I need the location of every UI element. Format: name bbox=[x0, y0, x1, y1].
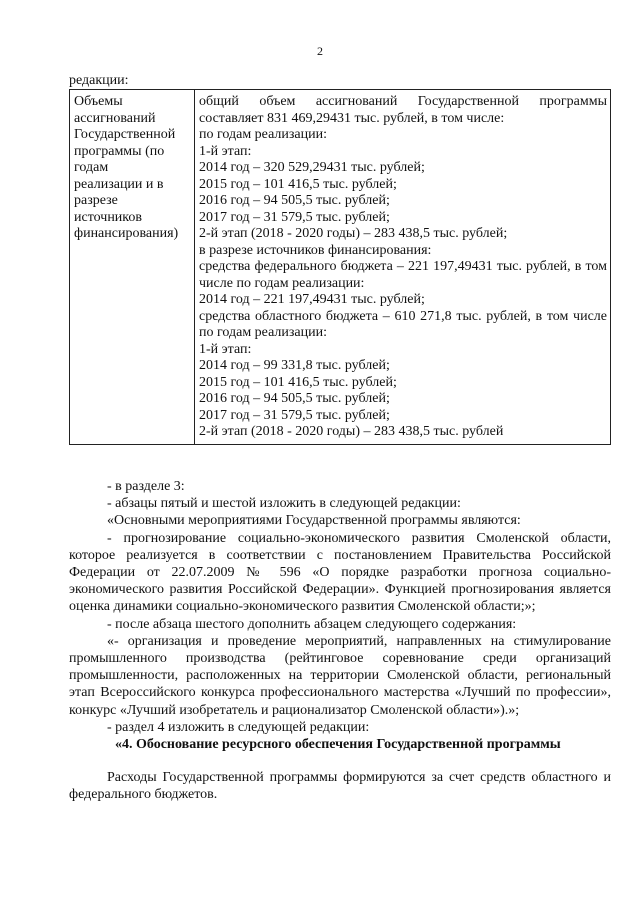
table-value-cell bbox=[195, 90, 611, 445]
paragraph: - в разделе 3: bbox=[107, 479, 185, 494]
value-line: общий объем ассигнований Государственной программы составляет 831 469,29431 тыс. рублей, в том числе: bbox=[199, 94, 607, 126]
label-line: Государственной bbox=[74, 127, 176, 142]
funding-table bbox=[69, 89, 611, 445]
value-line: 2014 год – 221 197,49431 тыс. рублей; bbox=[199, 292, 425, 307]
value-line: 2014 год – 99 331,8 тыс. рублей; bbox=[199, 358, 390, 373]
paragraph: «- организация и проведение мероприятий, направленных на стимулирование промышленного производства (рейтинговое соревнование среди организаций промышленности, расположенных на территории Смоленской области, региональный этап Всероссийского конкурса профессионального мастерства «Лучший по профессии», конкурс «Лучший изобретатель и рационализатор Смоленской области»).»; bbox=[69, 633, 611, 718]
label-line: источников bbox=[74, 209, 143, 225]
value-line: 1-й этап: bbox=[199, 143, 252, 159]
label-line: программы (по bbox=[74, 143, 165, 159]
value-line: 2014 год – 320 529,29431 тыс. рублей; bbox=[199, 160, 425, 175]
paragraph: - прогнозирование социально-экономического развития Смоленской области, которое реализуется в соответствии с постановлением Правительства Российской Федерации от 22.07.2009 № 596 «О порядке разработки прогноза социально-экономического развития Российской Федерации». Функцией прогнозирования является оценка динамики социально-экономического развития Смоленской области;»; bbox=[69, 530, 611, 615]
value-line: 2016 год – 94 505,5 тыс. рублей; bbox=[199, 193, 390, 208]
body-text bbox=[69, 478, 611, 804]
label-line: ассигнований bbox=[74, 110, 156, 126]
section-heading: «4. Обоснование ресурсного обеспечения Государственной программы bbox=[115, 737, 561, 753]
value-line: средства федерального бюджета – 221 197,49431 тыс. рублей, в том числе по годам реализации: bbox=[199, 259, 607, 291]
paragraph: - после абзаца шестого дополнить абзацем следующего содержания: bbox=[107, 616, 517, 632]
table-row bbox=[70, 90, 611, 445]
lead-in-text: редакции: bbox=[69, 73, 129, 88]
closing-paragraph: Расходы Государственной программы формируются за счет средств областного и федерального бюджетов. bbox=[69, 770, 611, 803]
paragraph: - раздел 4 изложить в следующей редакции: bbox=[107, 719, 370, 735]
label-line: разрезе bbox=[74, 193, 118, 208]
page-number: 2 bbox=[317, 44, 323, 58]
paragraph: - абзацы пятый и шестой изложить в следующей редакции: bbox=[107, 496, 461, 512]
table-label-cell bbox=[70, 90, 195, 445]
value-line: 2-й этап (2018 - 2020 годы) – 283 438,5 тыс. рублей; bbox=[199, 226, 508, 241]
value-line: 2017 год – 31 579,5 тыс. рублей; bbox=[199, 209, 390, 225]
value-line: 2016 год – 94 505,5 тыс. рублей; bbox=[199, 391, 390, 406]
value-line: в разрезе источников финансирования: bbox=[199, 242, 432, 258]
value-line: 2015 год – 101 416,5 тыс. рублей; bbox=[199, 374, 397, 390]
value-line: средства областного бюджета – 610 271,8 тыс. рублей, в том числе по годам реализации: bbox=[199, 308, 607, 340]
paragraph: «Основными мероприятиями Государственной программы являются: bbox=[107, 513, 521, 529]
label-line: финансирования) bbox=[74, 226, 179, 241]
value-line: 2017 год – 31 579,5 тыс. рублей; bbox=[199, 407, 390, 423]
value-line: 1-й этап: bbox=[199, 341, 252, 357]
value-line: 2-й этап (2018 - 2020 годы) – 283 438,5 тыс. рублей bbox=[199, 424, 504, 439]
label-line: Объемы bbox=[74, 94, 123, 109]
label-line: реализации и в bbox=[74, 176, 164, 192]
label-line: годам bbox=[74, 160, 109, 175]
value-line: по годам реализации: bbox=[199, 127, 327, 142]
value-line: 2015 год – 101 416,5 тыс. рублей; bbox=[199, 176, 397, 192]
